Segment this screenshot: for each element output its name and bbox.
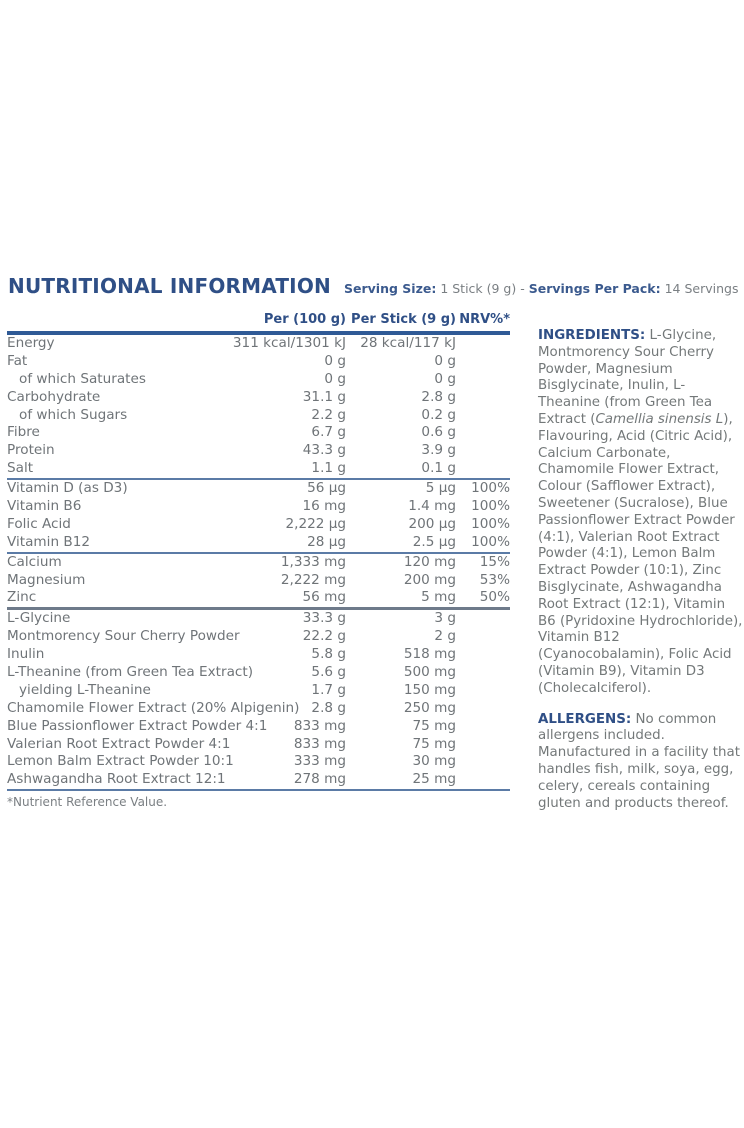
per-100g-value: 2.8 g xyxy=(311,699,346,716)
serving-size-label: Serving Size: xyxy=(344,281,437,296)
nrv-value: 50% xyxy=(479,589,510,606)
per-100g-value: 1,333 mg xyxy=(280,553,346,570)
table-row xyxy=(7,610,510,628)
per-100g-value: 333 mg xyxy=(293,753,346,770)
per-100g-value: 5.8 g xyxy=(311,646,346,663)
per-100g-value: 56 mg xyxy=(302,589,346,606)
table-row xyxy=(7,335,510,353)
per-stick-value: 75 mg xyxy=(412,735,456,752)
nutrient-name: Vitamin B12 xyxy=(7,533,91,550)
nutrient-name: Chamomile Flower Extract (20% Alpigenin) xyxy=(7,699,300,716)
nutrient-name: Magnesium xyxy=(7,571,86,588)
per-stick-value: 5 µg xyxy=(425,480,456,497)
nutrient-name: Vitamin D (as D3) xyxy=(7,480,128,497)
per-100g-value: 33.3 g xyxy=(302,610,346,627)
nutrient-name: of which Saturates xyxy=(19,370,146,387)
per-100g-value: 28 µg xyxy=(307,533,346,550)
col-nrv: NRV%* xyxy=(459,312,510,327)
table-row xyxy=(7,371,510,389)
nutrient-name: Montmorency Sour Cherry Powder xyxy=(7,628,240,645)
table-row xyxy=(7,589,510,607)
ingredients-block xyxy=(538,328,744,698)
nutrient-name: Vitamin B6 xyxy=(7,498,82,515)
nutrient-name: Zinc xyxy=(7,589,37,606)
per-100g-value: 22.2 g xyxy=(302,628,346,645)
actives-section xyxy=(7,610,510,789)
nrv-value: 100% xyxy=(471,498,510,515)
per-stick-value: 2.8 g xyxy=(421,388,456,405)
per-stick-value: 200 mg xyxy=(403,571,456,588)
macros-section xyxy=(7,335,510,478)
table-row xyxy=(7,424,510,442)
separator: - xyxy=(520,281,525,296)
nutrient-name: Folic Acid xyxy=(7,515,71,532)
table-row xyxy=(7,389,510,407)
table-row xyxy=(7,480,510,498)
page-title: NUTRITIONAL INFORMATION xyxy=(8,274,331,298)
minerals-section xyxy=(7,554,510,608)
per-100g-value: 43.3 g xyxy=(302,442,346,459)
per-stick-value: 0.1 g xyxy=(421,460,456,477)
per-100g-value: 0 g xyxy=(324,352,346,369)
per-stick-value: 0.6 g xyxy=(421,424,456,441)
table-row xyxy=(7,572,510,590)
nutrient-name: Fibre xyxy=(7,424,40,441)
nutrient-name: Fat xyxy=(7,352,28,369)
per-stick-value: 75 mg xyxy=(412,717,456,734)
per-stick-value: 518 mg xyxy=(403,646,456,663)
per-stick-value: 500 mg xyxy=(403,664,456,681)
per-stick-value: 30 mg xyxy=(412,753,456,770)
nutrient-name: yielding L-Theanine xyxy=(19,681,151,698)
nutrient-name: Carbohydrate xyxy=(7,388,101,405)
per-100g-value: 0 g xyxy=(324,370,346,387)
table-row xyxy=(7,771,510,789)
per-stick-value: 3.9 g xyxy=(421,442,456,459)
per-100g-value: 1.7 g xyxy=(311,681,346,698)
table-row xyxy=(7,664,510,682)
per-100g-value: 5.6 g xyxy=(311,664,346,681)
table-row xyxy=(7,407,510,425)
nutrient-name: Inulin xyxy=(7,646,45,663)
per-stick-value: 2 g xyxy=(434,628,456,645)
per-stick-value: 120 mg xyxy=(403,553,456,570)
footnote: *Nutrient Reference Value. xyxy=(7,795,168,810)
table-row xyxy=(7,736,510,754)
ingredients-text-2: ), Flavouring, Acid (Citric Acid), Calcium Carbonate, Chamomile Flower Extract, Colour (Safflower Extract), Sweetener (Sucralose), Blue Passionflower Extract Powder (4:1), Valerian Root Extract Powder (4:1), Lemon Balm Extract Powder (10:1), Zinc Bisglycinate, Ashwagandha Root Extract (12:1), Vitamin B6 (Pyridoxine Hydrochloride), Vitamin B12 (Cyanocobalamin), Folic Acid (Vitamin B9), Vitamin D3 (Cholecalciferol). xyxy=(538,411,743,696)
per-stick-value: 2.5 µg xyxy=(412,533,456,550)
nrv-value: 100% xyxy=(471,533,510,550)
table-row xyxy=(7,646,510,664)
per-100g-value: 311 kcal/1301 kJ xyxy=(232,335,346,351)
per-100g-value: 1.1 g xyxy=(311,460,346,477)
serving-info xyxy=(344,281,738,296)
table-row xyxy=(7,628,510,646)
per-stick-value: 250 mg xyxy=(403,699,456,716)
nutrient-name: Salt xyxy=(7,460,34,477)
nrv-value: 100% xyxy=(471,480,510,497)
table-row xyxy=(7,442,510,460)
nrv-value: 100% xyxy=(471,515,510,532)
per-stick-value: 3 g xyxy=(434,610,456,627)
nutrient-name: Blue Passionflower Extract Powder 4:1 xyxy=(7,717,268,734)
per-stick-value: 25 mg xyxy=(412,771,456,788)
ingredients-italic: Camellia sinensis L xyxy=(595,411,724,427)
side-panel xyxy=(538,328,744,826)
table-row xyxy=(7,753,510,771)
table-row xyxy=(7,700,510,718)
servings-per-pack-value: 14 Servings xyxy=(664,281,739,296)
per-100g-value: 278 mg xyxy=(293,771,346,788)
nrv-value: 53% xyxy=(479,571,510,588)
per-100g-value: 833 mg xyxy=(293,717,346,734)
nutrient-name: Valerian Root Extract Powder 4:1 xyxy=(7,735,231,752)
col-per-stick: Per Stick (9 g) xyxy=(351,312,456,327)
table-row xyxy=(7,718,510,736)
nutrient-name: of which Sugars xyxy=(19,406,128,423)
table-row xyxy=(7,534,510,552)
col-per-100g: Per (100 g) xyxy=(263,312,346,327)
servings-per-pack-label: Servings Per Pack: xyxy=(528,281,661,296)
nutrient-name: Protein xyxy=(7,442,55,459)
vitamins-section xyxy=(7,480,510,552)
nutrient-name: Calcium xyxy=(7,553,62,570)
per-stick-value: 28 kcal/117 kJ xyxy=(360,335,456,351)
per-100g-value: 2.2 g xyxy=(311,406,346,423)
nutrient-name: Energy xyxy=(7,335,55,351)
nutrient-name: L-Glycine xyxy=(7,610,71,627)
table-header xyxy=(7,312,510,330)
per-stick-value: 5 mg xyxy=(421,589,456,606)
table-row xyxy=(7,682,510,700)
allergens-block xyxy=(538,712,744,813)
per-100g-value: 31.1 g xyxy=(302,388,346,405)
per-stick-value: 0.2 g xyxy=(421,406,456,423)
ingredients-text: L-Glycine, Montmorency Sour Cherry Powder, Magnesium Bisglycinate, Inulin, L-Theanine (from Green Tea Extract ( xyxy=(538,328,717,427)
per-100g-value: 16 mg xyxy=(302,498,346,515)
table-row xyxy=(7,498,510,516)
per-stick-value: 1.4 mg xyxy=(408,498,456,515)
table-row xyxy=(7,353,510,371)
per-100g-value: 56 µg xyxy=(307,480,346,497)
nutrient-name: Ashwagandha Root Extract 12:1 xyxy=(7,771,226,788)
nutrient-name: Lemon Balm Extract Powder 10:1 xyxy=(7,753,234,770)
table-row xyxy=(7,516,510,534)
allergens-label: ALLERGENS: xyxy=(538,711,632,727)
per-stick-value: 0 g xyxy=(434,352,456,369)
divider xyxy=(7,789,510,791)
per-stick-value: 200 µg xyxy=(408,515,456,532)
table-row xyxy=(7,460,510,478)
nutrient-name: L-Theanine (from Green Tea Extract) xyxy=(7,664,254,681)
per-stick-value: 0 g xyxy=(434,370,456,387)
allergens-text: No common allergens included. Manufactured in a facility that handles fish, milk, soya, egg, celery, cereals containing gluten and products thereof. xyxy=(538,711,740,811)
per-100g-value: 2,222 µg xyxy=(285,515,346,532)
nrv-value: 15% xyxy=(479,553,510,570)
per-100g-value: 2,222 mg xyxy=(280,571,346,588)
per-100g-value: 6.7 g xyxy=(311,424,346,441)
per-100g-value: 833 mg xyxy=(293,735,346,752)
serving-size-value: 1 Stick (9 g) xyxy=(440,281,517,296)
nutrition-table xyxy=(7,312,510,809)
per-stick-value: 150 mg xyxy=(403,681,456,698)
ingredients-label: INGREDIENTS: xyxy=(538,328,646,343)
table-row xyxy=(7,554,510,572)
